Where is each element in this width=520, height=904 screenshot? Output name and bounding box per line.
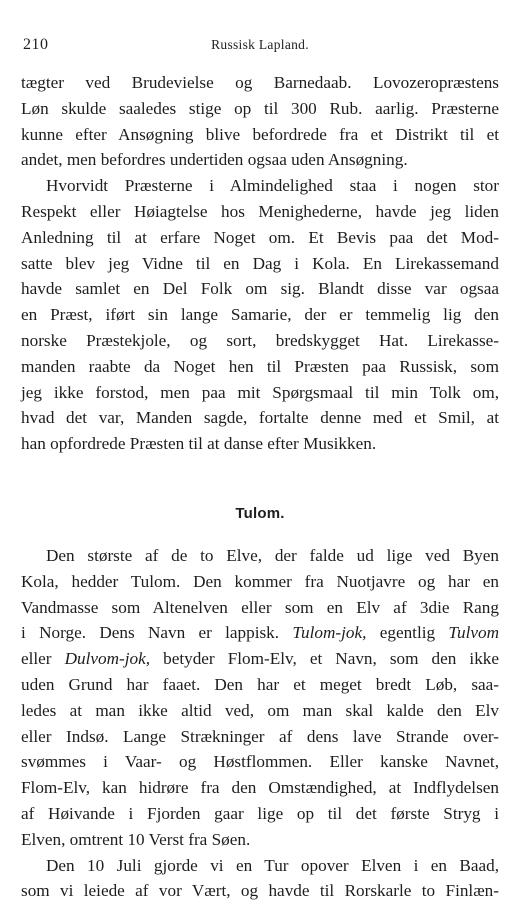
italic-term: Tulvom (448, 623, 500, 643)
running-title: Russisk Lapland. (211, 37, 309, 52)
text-line: Løn skulde saaledes stige op til 300 Rub. aarlig. Præsterne (21, 98, 499, 118)
text-line: hvad det var, Manden sagde, fortalte denne med et Smil, at (21, 408, 499, 428)
italic-term: Tulom-jok, (292, 623, 367, 643)
text-line: kunne efter Ansøgning blive befordrede fra et Distrikt til et (21, 124, 499, 144)
text-line: Kola, hedder Tulom. Den kommer fra Nuotjavre og har en (21, 571, 499, 591)
section-spacer (21, 527, 499, 543)
section-spacer (21, 457, 499, 501)
text-run: betyder Flom-Elv, et Navn, som den ikke (163, 649, 500, 669)
text-line: han opfordrede Præsten til at danse efter Musikken. (21, 434, 377, 454)
text-line: tægter ved Brudevielse og Barnedaab. Lovozeropræstens (21, 73, 499, 92)
text-line: Hvorvidt Præsterne i Almindelighed staa i nogen stor (46, 176, 499, 196)
text-line: Vandmasse som Altenelven eller som en Elv af 3die Rang (21, 597, 499, 617)
text-line: andet, men befordres undertiden ogsaa uden Ansøgning. (21, 150, 408, 170)
text-line: norske Præstekjole, og sort, bredskygget Hat. Lirekasse- (21, 330, 499, 350)
text-line: som vi leiede af vor Vært, og havde til Rorskarle to Finlæn- (21, 881, 499, 901)
text-line: eller Indsø. Lange Strækninger af dens lave Strande over- (21, 726, 499, 746)
text-line (21, 646, 499, 672)
paragraph (21, 70, 499, 173)
page-body (21, 70, 499, 904)
text-line: ledes at man ikke altid ved, om man skal kalde den Elv (21, 700, 499, 720)
page-header (21, 36, 499, 58)
text-line (21, 620, 499, 646)
paragraph (21, 543, 499, 853)
section-heading: Tulom. (235, 504, 285, 522)
text-run: i Norge. Dens Navn er lappisk. (21, 623, 280, 643)
text-line: svømmes i Vaar- og Høstflommen. Eller kanske Navnet, (21, 752, 499, 772)
text-line: Den 10 Juli gjorde vi en Tur opover Elven i en Baad, (46, 855, 499, 875)
text-line: Anledning til at erfare Noget om. Et Bevis paa det Mod- (21, 227, 499, 247)
text-line: Flom-Elv, kan hidrøre fra den Omstændighed, at Indflydelsen (21, 778, 499, 798)
text-line: havde samlet en Del Folk om sig. Blandt disse var ogsaa (21, 279, 499, 299)
text-run: egentlig (379, 623, 436, 643)
text-line: af Høivande i Fjorden gaar lige op til det første Stryg i (21, 803, 499, 823)
text-line: satte blev jeg Vidne til en Dag i Kola. En Lirekassemand (21, 253, 499, 273)
page-number: 210 (23, 36, 49, 53)
text-line: jeg ikke forstod, men paa mit Spørgsmaal til min Tolk om, (21, 382, 499, 402)
text-run: eller (21, 649, 52, 669)
text-line: Elven, omtrent 10 Verst fra Søen. (21, 829, 251, 849)
text-line: Respekt eller Høiagtelse hos Menighederne, havde jeg liden (21, 201, 499, 221)
paragraph (21, 173, 499, 457)
paragraph (21, 853, 499, 904)
text-line: en Præst, iført sin lange Samarie, der er temmelig lig den (21, 305, 499, 325)
text-line: manden raabte da Noget hen til Præsten paa Russisk, som (21, 356, 499, 376)
italic-term: Dulvom-jok, (64, 649, 151, 669)
text-line: uden Grund har faaet. Den har et meget bredt Løb, saa- (21, 674, 499, 694)
text-line: Den største af de to Elve, der falde ud lige ved Byen (46, 545, 499, 565)
